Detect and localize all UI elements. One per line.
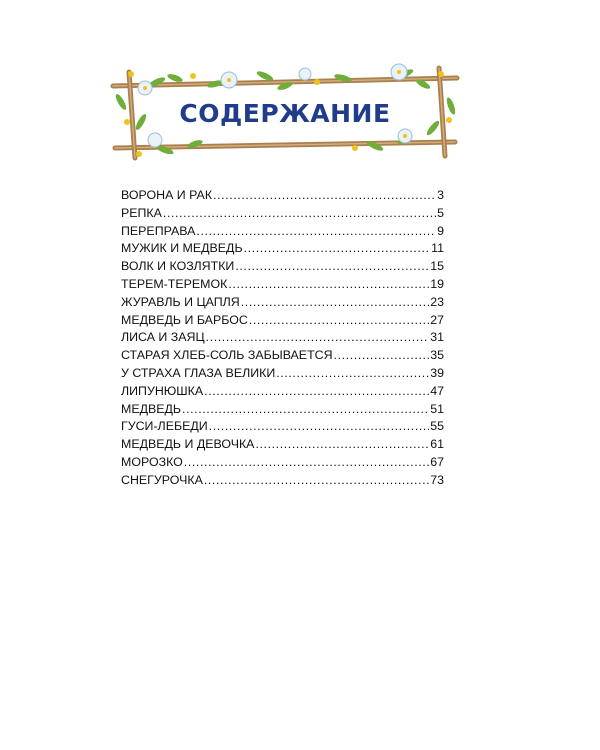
toc-entry-title: ВОРОНА И РАК	[121, 188, 213, 202]
toc-entry[interactable]	[121, 259, 444, 277]
toc-entry-page: 19	[430, 276, 444, 291]
toc-entry-title: ВОЛК И КОЗЛЯТКИ	[121, 259, 235, 274]
table-of-contents	[121, 188, 444, 491]
toc-entry-page: 9	[437, 223, 444, 238]
toc-entry-page: 27	[430, 312, 444, 327]
toc-entry[interactable]	[121, 277, 444, 295]
toc-entry-title: ГУСИ-ЛЕБЕДИ	[121, 419, 208, 434]
toc-dot-leader	[182, 402, 429, 416]
toc-entry[interactable]	[121, 437, 444, 455]
toc-entry[interactable]	[121, 366, 444, 384]
toc-dot-leader	[213, 188, 436, 202]
page-title: СОДЕРЖАНИЕ	[179, 98, 391, 128]
toc-entry-page: 11	[431, 241, 444, 256]
toc-entry[interactable]	[121, 384, 444, 402]
toc-entry-title: У СТРАХА ГЛАЗА ВЕЛИКИ	[121, 365, 276, 380]
toc-dot-leader	[204, 384, 429, 398]
toc-entry-title: МЕДВЕДЬ И БАРБОС	[121, 312, 248, 327]
toc-dot-leader	[235, 259, 429, 273]
toc-entry-page: 67	[430, 454, 444, 469]
toc-entry-title: МЕДВЕДЬ	[121, 401, 182, 416]
toc-entry-title: СТАРАЯ ХЛЕБ-СОЛЬ ЗАБЫВАЕТСЯ	[121, 348, 333, 363]
toc-entry-page: 35	[430, 348, 444, 363]
toc-entry-title: ЖУРАВЛЬ И ЦАПЛЯ	[121, 294, 240, 309]
toc-entry[interactable]	[121, 455, 444, 473]
toc-entry[interactable]	[121, 473, 444, 491]
toc-dot-leader	[244, 241, 431, 255]
title-frame	[105, 62, 465, 162]
toc-dot-leader	[184, 455, 429, 469]
toc-entry-page: 73	[430, 472, 444, 487]
toc-dot-leader	[241, 295, 429, 309]
toc-entry-page: 61	[430, 437, 444, 452]
toc-entry-page: 51	[430, 401, 444, 416]
toc-entry-title: ТЕРЕМ-ТЕРЕМОК	[121, 276, 228, 291]
toc-entry[interactable]	[121, 206, 444, 224]
toc-dot-leader	[334, 348, 430, 362]
toc-dot-leader	[276, 366, 429, 380]
toc-dot-leader	[206, 330, 430, 344]
toc-entry[interactable]	[121, 241, 444, 259]
toc-entry-title: ЛИСА И ЗАЯЦ	[121, 330, 205, 345]
toc-entry-page: 47	[430, 383, 444, 398]
toc-entry[interactable]	[121, 295, 444, 313]
toc-entry-title: МЕДВЕДЬ И ДЕВОЧКА	[121, 437, 255, 452]
toc-entry[interactable]	[121, 402, 444, 420]
toc-entry-title: ПЕРЕПРАВА	[121, 223, 196, 238]
toc-entry-page: 5	[437, 205, 444, 220]
toc-entry-page: 23	[430, 294, 444, 309]
toc-entry-page: 39	[430, 365, 444, 380]
toc-entry[interactable]	[121, 188, 444, 206]
toc-dot-leader	[228, 277, 429, 291]
toc-dot-leader	[204, 473, 429, 487]
toc-entry-title: МУЖИК И МЕДВЕДЬ	[121, 241, 243, 256]
toc-entry-title: РЕПКА	[121, 205, 162, 220]
toc-dot-leader	[249, 313, 429, 327]
toc-entry[interactable]	[121, 313, 444, 331]
toc-entry-page: 55	[430, 419, 444, 434]
toc-entry-page: 31	[430, 330, 444, 345]
toc-entry-title: МОРОЗКО	[121, 454, 183, 469]
toc-entry[interactable]	[121, 348, 444, 366]
toc-entry[interactable]	[121, 330, 444, 348]
toc-entry-page: 3	[437, 188, 444, 202]
toc-entry-page: 15	[430, 259, 444, 274]
toc-dot-leader	[196, 224, 436, 238]
toc-entry[interactable]	[121, 224, 444, 242]
toc-entry[interactable]	[121, 419, 444, 437]
toc-dot-leader	[255, 437, 429, 451]
toc-dot-leader	[209, 419, 430, 433]
toc-entry-title: СНЕГУРОЧКА	[121, 472, 203, 487]
toc-dot-leader	[163, 206, 436, 220]
toc-entry-title: ЛИПУНЮШКА	[121, 383, 204, 398]
